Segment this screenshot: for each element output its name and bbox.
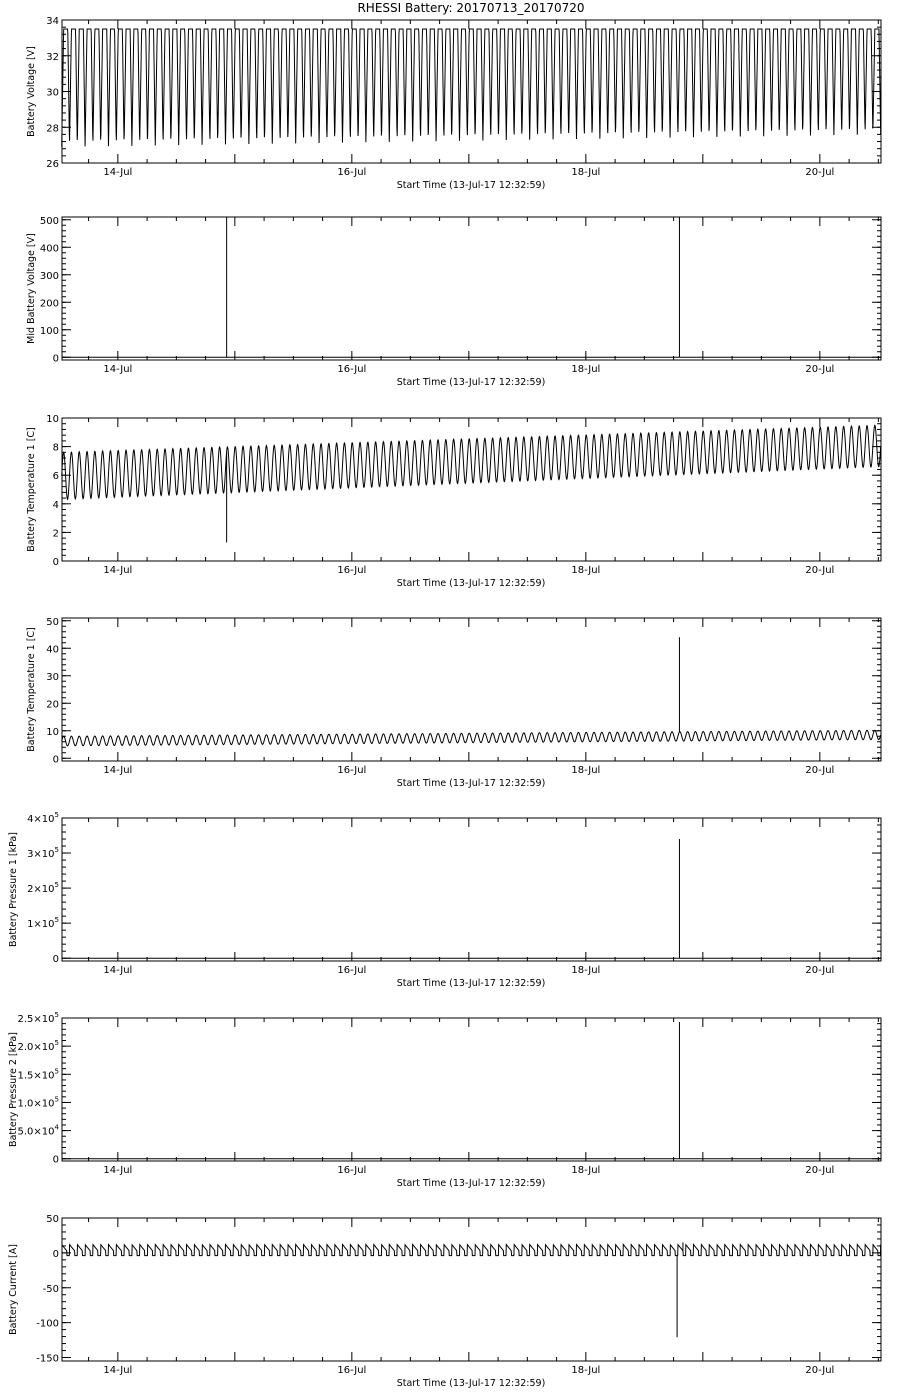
y-tick-mantissa: 3×10 xyxy=(27,849,55,861)
x-tick-label: 20-Jul xyxy=(805,1365,835,1376)
y-tick-label xyxy=(18,1095,59,1109)
x-tick-label: 16-Jul xyxy=(337,1365,367,1376)
y-tick-label xyxy=(53,954,59,965)
y-axis-label: Battery Pressure 1 [kPa] xyxy=(8,832,19,947)
y-tick-label: 200 xyxy=(39,298,59,310)
y-tick-mantissa: 2.5×10 xyxy=(17,1014,55,1025)
y-tick-exponent: 5 xyxy=(54,916,59,925)
y-tick-label xyxy=(53,1155,59,1166)
x-axis-label: Start Time (13-Jul-17 12:32:59) xyxy=(396,778,546,789)
y-tick-mantissa: 5.0×10 xyxy=(17,1126,55,1138)
y-tick-label xyxy=(27,916,59,930)
y-axis-label: Battery Current [A] xyxy=(8,1244,19,1335)
x-axis-label: Start Time (13-Jul-17 12:32:59) xyxy=(396,578,546,589)
x-tick-label: 18-Jul xyxy=(571,1365,601,1376)
y-tick-label: 300 xyxy=(39,270,59,282)
y-tick-label: 500 xyxy=(39,215,59,227)
y-tick-label xyxy=(18,1067,59,1081)
x-tick-label: 20-Jul xyxy=(805,364,835,375)
x-tick-label: 20-Jul xyxy=(805,765,835,776)
y-tick-label: 8 xyxy=(52,442,59,454)
panel-7 xyxy=(8,1214,881,1389)
y-tick-mantissa: 1.5×10 xyxy=(17,1070,55,1082)
y-tick-exponent: 5 xyxy=(54,846,59,855)
x-tick-label: 14-Jul xyxy=(103,765,133,776)
y-tick-exponent: 5 xyxy=(54,1067,59,1076)
y-tick-mantissa: 0 xyxy=(52,1154,59,1166)
y-tick-label xyxy=(18,1011,59,1025)
y-tick-label: 32 xyxy=(46,51,59,63)
x-tick-label: 14-Jul xyxy=(103,167,133,178)
y-tick-exponent: 5 xyxy=(54,811,59,819)
x-tick-label: 20-Jul xyxy=(805,565,835,576)
x-tick-label: 16-Jul xyxy=(337,965,367,976)
y-tick-label xyxy=(27,846,59,860)
y-tick-label: 0 xyxy=(52,754,59,766)
y-tick-label: -50 xyxy=(42,1283,59,1295)
y-tick-exponent: 4 xyxy=(54,1123,59,1132)
x-tick-label: 14-Jul xyxy=(103,364,133,375)
plot-frame xyxy=(62,217,881,360)
plot-frame xyxy=(62,818,881,961)
x-tick-label: 18-Jul xyxy=(571,364,601,375)
x-tick-label: 20-Jul xyxy=(805,965,835,976)
x-axis-label: Start Time (13-Jul-17 12:32:59) xyxy=(396,180,546,191)
y-tick-label: -150 xyxy=(36,1353,59,1365)
y-axis-label: Battery Voltage [V] xyxy=(26,46,37,137)
y-tick-mantissa: 4×10 xyxy=(27,814,55,825)
x-tick-label: 14-Jul xyxy=(103,1165,133,1176)
y-tick-label xyxy=(27,811,59,825)
series-line xyxy=(62,29,881,147)
x-tick-label: 20-Jul xyxy=(805,1165,835,1176)
y-tick-label xyxy=(18,1039,59,1053)
x-tick-label: 18-Jul xyxy=(571,765,601,776)
x-tick-label: 14-Jul xyxy=(103,965,133,976)
y-axis-label: Battery Temperature 1 [C] xyxy=(26,427,37,552)
y-tick-label: 10 xyxy=(46,414,59,425)
y-tick-exponent: 5 xyxy=(54,881,59,890)
y-axis-label: Battery Temperature 1 [C] xyxy=(26,627,37,752)
y-tick-mantissa: 2.0×10 xyxy=(17,1042,55,1054)
x-axis-label: Start Time (13-Jul-17 12:32:59) xyxy=(396,1178,546,1189)
x-tick-label: 20-Jul xyxy=(805,167,835,178)
y-tick-label: 50 xyxy=(46,616,59,628)
panel-4 xyxy=(26,617,881,789)
x-axis-label: Start Time (13-Jul-17 12:32:59) xyxy=(396,1378,546,1389)
y-tick-label: 30 xyxy=(46,671,59,683)
y-tick-label: 6 xyxy=(52,471,59,483)
series-line xyxy=(62,839,881,958)
panel-6 xyxy=(8,1011,881,1189)
plot-frame xyxy=(62,1218,881,1361)
y-tick-mantissa: 0 xyxy=(52,954,59,966)
y-tick-label: 20 xyxy=(46,699,59,711)
x-tick-label: 16-Jul xyxy=(337,364,367,375)
x-tick-label: 16-Jul xyxy=(337,1165,367,1176)
y-axis-label: Mid Battery Voltage [V] xyxy=(26,233,37,344)
plot-frame xyxy=(62,1018,881,1161)
series-line xyxy=(62,637,881,746)
series-line xyxy=(62,425,881,542)
y-tick-label: 0 xyxy=(52,353,59,365)
x-tick-label: 18-Jul xyxy=(571,1165,601,1176)
y-tick-label: 4 xyxy=(52,499,59,511)
y-tick-mantissa: 1×10 xyxy=(27,919,55,931)
series-line xyxy=(62,217,881,357)
x-tick-label: 16-Jul xyxy=(337,765,367,776)
y-tick-exponent: 5 xyxy=(54,1011,59,1019)
series-line xyxy=(62,1022,881,1159)
y-tick-mantissa: 1.0×10 xyxy=(17,1098,55,1110)
series-line xyxy=(62,1242,881,1337)
x-tick-label: 16-Jul xyxy=(337,565,367,576)
y-tick-label: 10 xyxy=(46,726,59,738)
plot-frame xyxy=(62,418,881,561)
x-tick-label: 16-Jul xyxy=(337,167,367,178)
y-tick-label: 100 xyxy=(39,325,59,337)
panel-1 xyxy=(26,16,881,191)
y-tick-label xyxy=(18,1124,60,1138)
y-tick-label: 26 xyxy=(46,159,59,170)
y-tick-mantissa: 2×10 xyxy=(27,884,55,896)
chart-title: RHESSI Battery: 20170713_20170720 xyxy=(357,1,585,15)
panel-5 xyxy=(8,811,881,989)
y-tick-label: 0 xyxy=(52,557,59,568)
y-tick-label: 400 xyxy=(39,243,59,255)
y-tick-label: 28 xyxy=(46,123,59,135)
y-tick-label: 0 xyxy=(52,1248,59,1260)
x-axis-label: Start Time (13-Jul-17 12:32:59) xyxy=(396,978,546,989)
y-tick-label: 30 xyxy=(46,87,59,99)
y-tick-label: 2 xyxy=(52,528,59,540)
x-axis-label: Start Time (13-Jul-17 12:32:59) xyxy=(396,377,546,388)
x-tick-label: 18-Jul xyxy=(571,565,601,576)
panel-3 xyxy=(26,414,881,589)
y-axis-label: Battery Pressure 2 [kPa] xyxy=(8,1032,19,1147)
x-tick-label: 14-Jul xyxy=(103,565,133,576)
y-tick-label: 34 xyxy=(46,16,59,27)
y-tick-exponent: 5 xyxy=(54,1095,59,1104)
y-tick-label: 40 xyxy=(46,644,59,656)
x-tick-label: 14-Jul xyxy=(103,1365,133,1376)
panel-2 xyxy=(26,216,881,388)
y-tick-label xyxy=(27,881,59,895)
y-tick-label: -100 xyxy=(36,1318,59,1330)
y-tick-exponent: 5 xyxy=(54,1039,59,1048)
y-tick-label: 50 xyxy=(46,1214,59,1225)
x-tick-label: 18-Jul xyxy=(571,965,601,976)
x-tick-label: 18-Jul xyxy=(571,167,601,178)
